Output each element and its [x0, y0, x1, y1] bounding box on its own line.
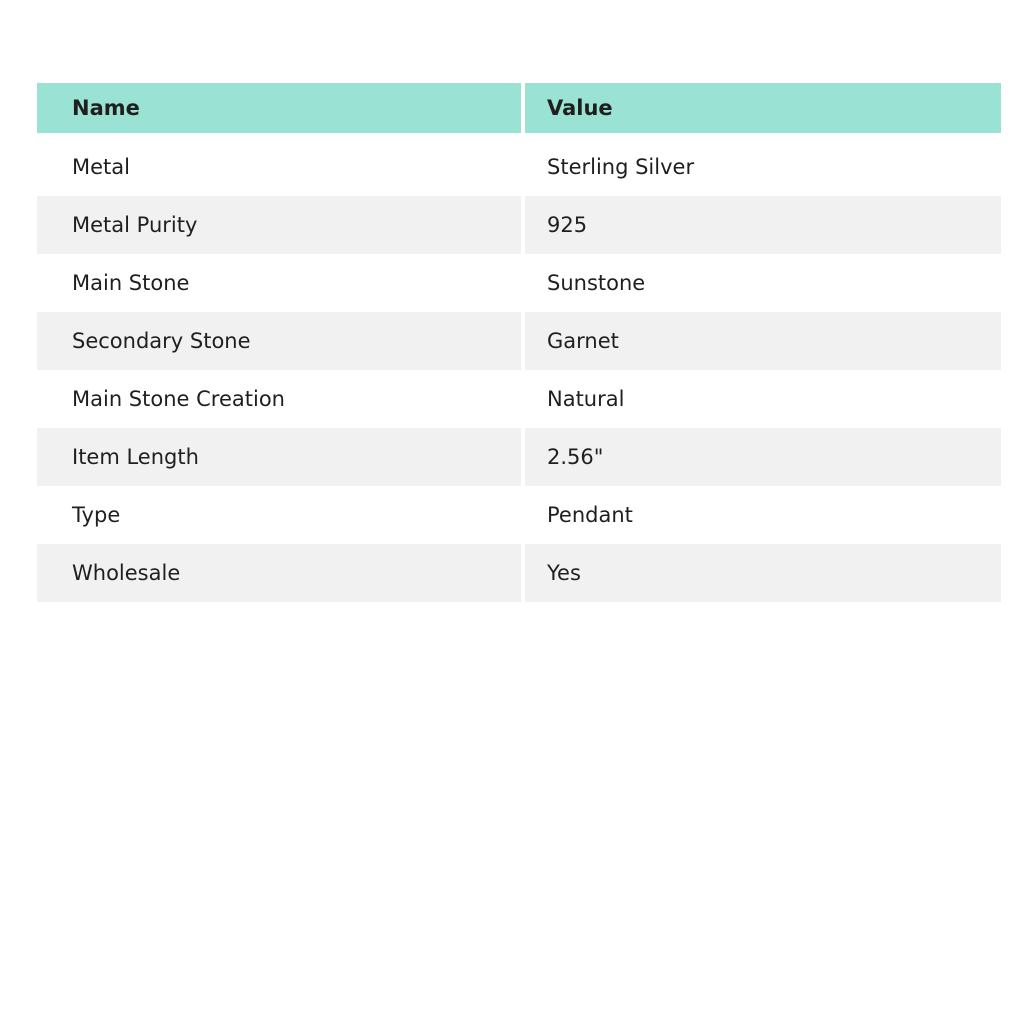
attribute-name-cell: Wholesale: [37, 544, 521, 602]
attribute-name-cell: Main Stone: [37, 254, 521, 312]
table-body: [37, 138, 1001, 602]
table-row: [37, 138, 1001, 196]
column-header-value: Value: [521, 83, 1001, 138]
table-row: [37, 428, 1001, 486]
attribute-value-cell: Sunstone: [521, 254, 1001, 312]
attribute-name-cell: Main Stone Creation: [37, 370, 521, 428]
table-header: [37, 83, 1001, 138]
header-row: [37, 83, 1001, 138]
table-row: [37, 196, 1001, 254]
attribute-value-cell: Garnet: [521, 312, 1001, 370]
attribute-name-cell: Item Length: [37, 428, 521, 486]
attribute-name-cell: Metal Purity: [37, 196, 521, 254]
attribute-name-cell: Metal: [37, 138, 521, 196]
table-row: [37, 370, 1001, 428]
attribute-name-cell: Type: [37, 486, 521, 544]
table-row: [37, 486, 1001, 544]
column-header-name: Name: [37, 83, 521, 138]
attribute-value-cell: 2.56": [521, 428, 1001, 486]
table-row: [37, 254, 1001, 312]
attribute-name-cell: Secondary Stone: [37, 312, 521, 370]
item-specifics-table: [37, 83, 1001, 602]
attribute-value-cell: Pendant: [521, 486, 1001, 544]
attribute-value-cell: 925: [521, 196, 1001, 254]
table-row: [37, 312, 1001, 370]
attribute-value-cell: Sterling Silver: [521, 138, 1001, 196]
attribute-value-cell: Yes: [521, 544, 1001, 602]
table-row: [37, 544, 1001, 602]
attribute-value-cell: Natural: [521, 370, 1001, 428]
